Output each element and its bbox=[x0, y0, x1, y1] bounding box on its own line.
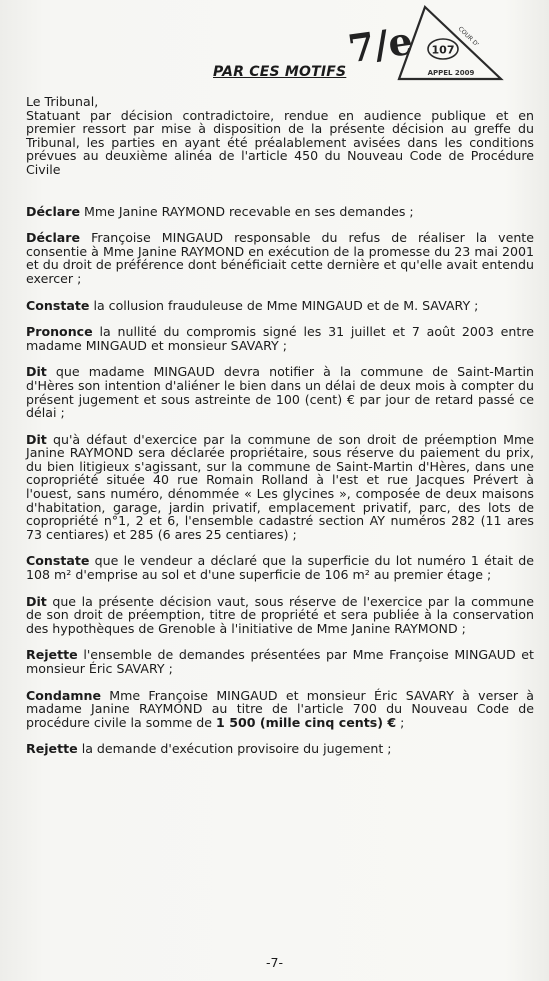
decision-text: Françoise MINGAUD responsable du refus de réaliser la vente consentie à Mme Janine RAYMOND en exécution de la promesse du 23 mai 2001 et du droit de préférence dont bénéficiait cette dernière et qu'elle avait entendu exercer ; bbox=[26, 230, 534, 286]
decision-keyword: Dit bbox=[26, 431, 47, 447]
decision-paragraph bbox=[26, 595, 534, 636]
decision-keyword: Prononce bbox=[26, 324, 93, 340]
decision-amount: 1 500 (mille cinq cents) € bbox=[216, 714, 397, 730]
decision-text: que le vendeur a déclaré que la superficie du lot numéro 1 était de 108 m² d'emprise au sol et d'une superficie de 106 m² au premier étage ; bbox=[26, 553, 534, 583]
court-line: Le Tribunal, bbox=[26, 94, 99, 109]
decision-keyword: Dit bbox=[26, 364, 47, 380]
section-heading: PAR CES MOTIFS bbox=[213, 64, 347, 80]
decision-paragraph bbox=[26, 205, 534, 219]
decision-paragraph bbox=[26, 554, 534, 581]
decision-paragraph bbox=[26, 689, 534, 730]
decision-keyword: Rejette bbox=[26, 647, 78, 663]
decision-keyword: Déclare bbox=[26, 203, 81, 219]
decision-paragraph bbox=[26, 648, 534, 675]
decision-keyword: Dit bbox=[26, 593, 47, 609]
decision-text: la demande d'exécution provisoire du jugement ; bbox=[77, 741, 392, 757]
decision-text: la collusion frauduleuse de Mme MINGAUD et de M. SAVARY ; bbox=[89, 297, 479, 313]
decision-text: l'ensemble de demandes présentées par Mme Françoise MINGAUD et monsieur Éric SAVARY ; bbox=[26, 647, 534, 676]
decision-text-tail: ; bbox=[396, 714, 405, 730]
intro-paragraph: Statuant par décision contradictoire, rendue en audience publique et en premier ressort par mise à disposition de la présente décision au greffe du Tribunal, les parties en ayant été préalablement avisées dans les conditions prévues au deuxième alinéa de l'article 450 du Nouveau Code de Procédure Civile bbox=[26, 107, 534, 177]
decision-keyword: Constate bbox=[26, 553, 90, 569]
stamp-text-bottom: APPEL 2009 bbox=[427, 69, 475, 77]
decision-paragraph bbox=[26, 433, 534, 542]
decision-keyword: Déclare bbox=[26, 230, 81, 246]
decision-paragraph bbox=[26, 299, 534, 313]
decision-text: que madame MINGAUD devra notifier à la commune de Saint-Martin d'Hères son intention d'aliéner le bien dans un délai de deux mois à compter du présent jugement et sous astreinte de 100 (cent) € par jour de retard passé ce délai ; bbox=[26, 364, 534, 421]
decision-paragraph bbox=[26, 325, 534, 352]
handwritten-annotation: 7/e bbox=[345, 17, 416, 72]
decision-paragraph bbox=[26, 742, 534, 756]
decision-keyword: Constate bbox=[26, 297, 90, 313]
decision-text: Mme Janine RAYMOND recevable en ses demandes ; bbox=[80, 203, 414, 219]
stamp-text-top: COUR D' bbox=[456, 25, 480, 49]
decision-keyword: Rejette bbox=[26, 741, 78, 757]
court-stamp bbox=[395, 3, 505, 89]
stamp-number: 107 bbox=[431, 43, 455, 57]
decision-text: que la présente décision vaut, sous réserve de l'exercice par la commune de son droit de préemption, titre de propriété et sera publiée à la conservation des hypothèques de Grenoble à l'initiative de Mme Janine RAYMOND ; bbox=[26, 593, 534, 636]
decision-text: la nullité du compromis signé les 31 juillet et 7 août 2003 entre madame MINGAUD et monsieur SAVARY ; bbox=[26, 324, 534, 353]
decision-text: qu'à défaut d'exercice par la commune de son droit de préemption Mme Janine RAYMOND sera déclarée propriétaire, sous réserve du paiement du prix, du bien litigieux s'agissant, sur la commune de Saint-Martin d'Hères, dans une copropriété située 40 rue Romain Rolland à l'est et rue Jacques Prévert à l'ouest, sans numéro, dénommée « Les glycines », composée de deux maisons d'habitation, garage, jardin privatif, emplacement privatif, parc, des lots de copropriété n°1, 2 et 6, l'ensemble cadastré section AY numéros 282 (11 ares 73 centiares) et 285 (6 ares 25 centiares) ; bbox=[26, 431, 534, 542]
decision-paragraph bbox=[26, 365, 534, 419]
decision-text: Mme Françoise MINGAUD et monsieur Éric SAVARY à verser à madame Janine RAYMOND au titre de l'article 700 du Nouveau Code de procédure civile la somme de bbox=[26, 687, 534, 730]
page-number: -7- bbox=[265, 955, 284, 970]
decision-paragraph bbox=[26, 231, 534, 285]
judgment-body bbox=[26, 95, 534, 769]
decision-keyword: Condamne bbox=[26, 687, 102, 703]
